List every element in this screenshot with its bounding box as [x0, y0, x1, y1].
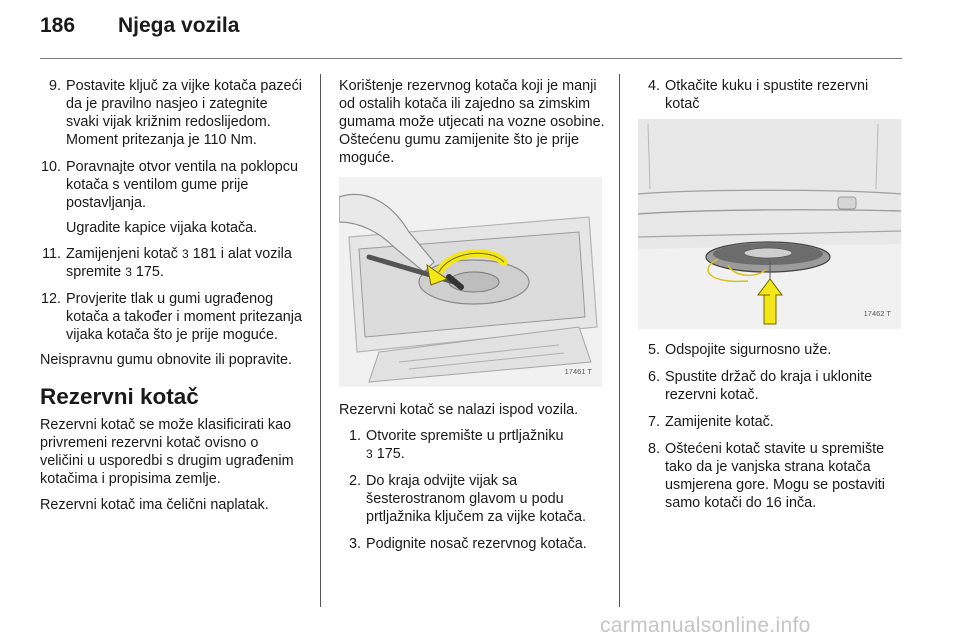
step-text: Zamijenite kotač. — [665, 414, 774, 430]
watermark: carmanualsonline.info — [600, 614, 811, 637]
paragraph-steel-rim: Rezervni kotač ima čelični naplatak. — [40, 497, 269, 513]
step-6 — [638, 368, 904, 404]
page-reference-icon: 3 — [366, 447, 373, 461]
trunk-illustration — [339, 177, 602, 387]
column-2 — [339, 77, 605, 562]
column-1 — [40, 77, 304, 522]
step-number: 12. — [40, 291, 61, 307]
step-text: Provjerite tlak u gumi ugrađenog kotača a također i moment pritezanja vijaka kotača što je prije moguće. — [66, 291, 302, 343]
step-number: 7. — [647, 414, 660, 430]
page-reference-icon: 3 — [181, 247, 189, 261]
column-divider-1 — [320, 74, 321, 607]
step-text: Oštećeni kotač stavite u spremište tako da je vanjska strana kotača usmjerena gore. Mogu se postaviti samo kotači do 16 inča. — [665, 441, 885, 511]
image-code: 17461 T — [564, 367, 592, 376]
section-title: Njega vozila — [118, 14, 240, 37]
illustration-under-vehicle-spare — [638, 119, 901, 329]
paragraph-spare-location: Rezervni kotač se nalazi ispod vozila. — [339, 402, 579, 418]
step-text: Do kraja odvijte vijak sa šesterostranom glavom u podu prtljažnika ključem za vijke kotača. — [366, 473, 586, 525]
step-4 — [638, 77, 904, 113]
step-9 — [40, 77, 304, 149]
step-text: Otkačite kuku i spustite rezervni kotač — [665, 78, 869, 112]
underbody-illustration — [638, 119, 901, 329]
page-reference[interactable]: 175. — [376, 446, 405, 462]
page-reference[interactable]: 181 — [192, 246, 217, 262]
step-number: 10. — [40, 159, 61, 175]
step-1 — [339, 427, 605, 463]
step-3 — [339, 535, 605, 553]
image-code: 17462 T — [863, 309, 891, 318]
column-3 — [638, 77, 904, 521]
step-number: 8. — [647, 441, 660, 457]
step-number: 5. — [647, 342, 660, 358]
header-rule — [40, 58, 902, 59]
page-header — [40, 14, 239, 54]
step-text: Spustite držač do kraja i uklonite rezervni kotač. — [665, 369, 873, 403]
step-number: 3. — [348, 536, 361, 552]
step-text: Postavite ključ za vijke kotača pazeći da je pravilno nasjeo i zategnite svaki vijak križnim redoslijedom. Moment pritezanja je 110 Nm. — [66, 78, 302, 148]
step-1-text: Otvorite spremište u prtljažniku — [366, 428, 564, 444]
paragraph-tire-repair: Neispravnu gumu obnovite ili popravite. — [40, 352, 292, 368]
step-text — [366, 427, 605, 463]
step-11 — [40, 245, 304, 281]
column-divider-2 — [619, 74, 620, 607]
step-2 — [339, 472, 605, 526]
step-text: Podignite nosač rezervnog kotača. — [366, 536, 587, 552]
paragraph-spare-classification: Rezervni kotač se može klasificirati kao privremeni rezervni kotač ovisno o veličini u usporedbi s drugim ugrađenim kotačima i propisima zemlje. — [40, 417, 294, 487]
step-text — [66, 245, 304, 281]
step-12 — [40, 290, 304, 344]
page-number: 186 — [40, 14, 76, 37]
step-5 — [638, 341, 904, 359]
step-11-text-b: i alat vozila spremite — [66, 246, 292, 280]
step-10-extra: Ugradite kapice vijaka kotača. — [66, 220, 258, 236]
step-10 — [40, 158, 304, 212]
step-number: 6. — [647, 369, 660, 385]
step-text: Odspojite sigurnosno uže. — [665, 342, 832, 358]
step-text: Poravnajte otvor ventila na poklopcu kotača s ventilom gume prije postavljanja. — [66, 159, 298, 211]
step-11-text-a: Zamijenjeni kotač — [66, 246, 178, 262]
illustration-trunk-spare-wheel — [339, 177, 602, 387]
step-number: 11. — [42, 246, 61, 262]
page-reference-icon: 3 — [125, 265, 132, 279]
step-number: 2. — [348, 473, 361, 489]
page-reference[interactable]: 175. — [135, 264, 164, 280]
section-heading: Rezervni kotač — [40, 384, 199, 409]
step-number: 4. — [647, 78, 660, 94]
step-8 — [638, 440, 904, 512]
step-7 — [638, 413, 904, 431]
paragraph-spare-usage: Korištenje rezervnog kotača koji je manji od ostalih kotača ili zajedno sa zimskim gumama može utjecati na vozne osobine. Oštećenu gumu zamijenite što je prije moguće. — [339, 78, 605, 166]
step-number: 1. — [348, 428, 361, 444]
step-number: 9. — [48, 78, 61, 94]
